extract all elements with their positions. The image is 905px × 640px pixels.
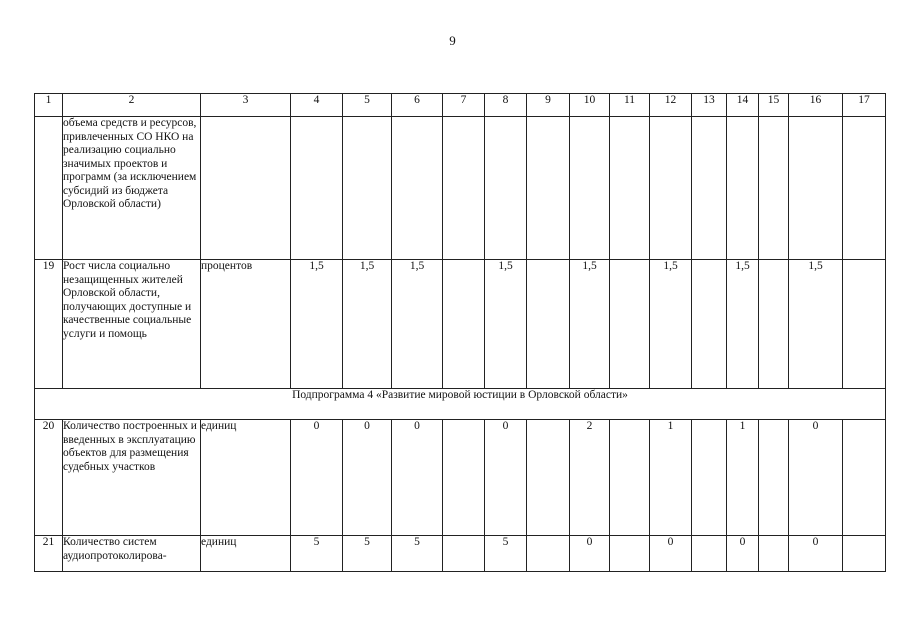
table-row [35,260,886,389]
value-cell: 2 [570,420,610,536]
value-cell [692,536,727,572]
unit-cell [201,117,291,260]
table-row [35,536,886,572]
value-cell: 1,5 [392,260,443,389]
value-cell: 0 [343,420,392,536]
column-header-6: 6 [392,94,443,117]
column-header-15: 15 [759,94,789,117]
row-number-cell [35,117,63,260]
value-cell [610,117,650,260]
value-cell: 0 [392,420,443,536]
value-cell [692,420,727,536]
indicators-table [34,93,886,572]
value-cell: 1,5 [291,260,343,389]
value-cell [527,260,570,389]
column-header-16: 16 [789,94,843,117]
column-header-14: 14 [727,94,759,117]
indicator-name-cell: Количество построенных и введенных в эксплуатацию объектов для размещения судебных участков [63,420,201,536]
value-cell: 5 [392,536,443,572]
value-cell: 1,5 [570,260,610,389]
value-cell [789,117,843,260]
value-cell: 5 [485,536,527,572]
value-cell [727,117,759,260]
value-cell: 1,5 [485,260,527,389]
value-cell [843,420,886,536]
column-header-4: 4 [291,94,343,117]
column-header-1: 1 [35,94,63,117]
value-cell: 0 [650,536,692,572]
unit-cell: единиц [201,420,291,536]
column-header-13: 13 [692,94,727,117]
column-header-17: 17 [843,94,886,117]
subprogram-row [35,389,886,420]
page-number: 9 [449,33,456,48]
value-cell [759,260,789,389]
value-cell [692,260,727,389]
column-header-3: 3 [201,94,291,117]
value-cell: 1,5 [727,260,759,389]
value-cell: 0 [727,536,759,572]
value-cell [610,536,650,572]
value-cell [692,117,727,260]
value-cell [610,420,650,536]
value-cell [392,117,443,260]
value-cell: 1,5 [789,260,843,389]
table-row [35,117,886,260]
value-cell [843,260,886,389]
value-cell [527,536,570,572]
value-cell [343,117,392,260]
column-header-7: 7 [443,94,485,117]
row-number-cell: 19 [35,260,63,389]
value-cell: 1 [727,420,759,536]
value-cell: 0 [789,420,843,536]
value-cell: 0 [291,420,343,536]
column-header-8: 8 [485,94,527,117]
value-cell [485,117,527,260]
value-cell: 1,5 [343,260,392,389]
column-header-11: 11 [610,94,650,117]
indicator-name-cell: Рост числа социально незащищенных жителей Орловской области, получающих доступные и качественные социальные услуги и помощь [63,260,201,389]
value-cell [291,117,343,260]
value-cell [570,117,610,260]
row-number-cell: 21 [35,536,63,572]
column-header-10: 10 [570,94,610,117]
value-cell [610,260,650,389]
indicator-name-cell: объема средств и ресурсов, привлеченных СО НКО на реализацию социально значимых проектов и программ (за исключением субсидий из бюджета Орловской области) [63,117,201,260]
unit-cell: единиц [201,536,291,572]
value-cell [650,117,692,260]
value-cell: 1 [650,420,692,536]
unit-cell: процентов [201,260,291,389]
value-cell: 0 [570,536,610,572]
value-cell [759,117,789,260]
value-cell [443,536,485,572]
value-cell [759,420,789,536]
table-row [35,420,886,536]
row-number-cell: 20 [35,420,63,536]
value-cell [527,420,570,536]
column-header-2: 2 [63,94,201,117]
value-cell: 5 [291,536,343,572]
column-header-9: 9 [527,94,570,117]
indicator-name-cell: Количество систем аудиопротоколирова- [63,536,201,572]
value-cell: 0 [789,536,843,572]
value-cell: 0 [485,420,527,536]
table-header-row [35,94,886,117]
value-cell [443,117,485,260]
value-cell [443,260,485,389]
column-header-5: 5 [343,94,392,117]
value-cell [843,536,886,572]
value-cell [527,117,570,260]
value-cell [443,420,485,536]
value-cell [843,117,886,260]
column-header-12: 12 [650,94,692,117]
subprogram-title: Подпрограмма 4 «Развитие мировой юстиции в Орловской области» [35,389,886,420]
value-cell: 1,5 [650,260,692,389]
value-cell [759,536,789,572]
value-cell: 5 [343,536,392,572]
